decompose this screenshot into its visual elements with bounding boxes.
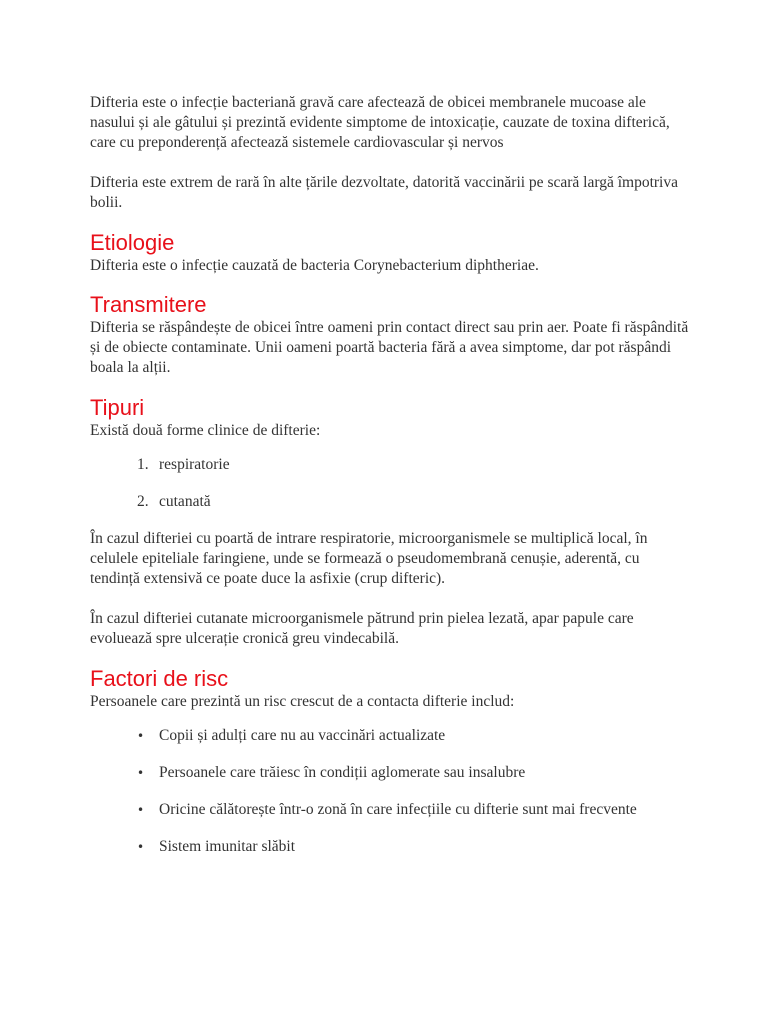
- cutanata-paragraph: În cazul difteriei cutanate microorganismele pătrund prin pielea lezată, apar papule care evoluează spre ulcerație cronică greu vindecabilă.: [90, 610, 634, 647]
- transmitere-text: Difteria se răspândește de obicei între oameni prin contact direct sau prin aer. Poate fi răspândită și de obiecte contaminate. Unii oameni poartă bacteria fără a avea simptome, dar pot răspândi boala la alții.: [90, 319, 689, 376]
- list-number: 1.: [137, 456, 149, 473]
- etiologie-text: Difteria este o infecție cauzată de bacteria Corynebacterium diphtheriae.: [90, 257, 539, 274]
- list-item-text: respiratorie: [159, 456, 230, 473]
- list-item: [90, 492, 690, 512]
- list-item: [90, 837, 650, 857]
- heading-tipuri: Tipuri: [90, 395, 145, 420]
- heading-factori-de-risc: Factori de risc: [90, 666, 229, 691]
- respiratorie-paragraph: În cazul difteriei cu poartă de intrare respiratorie, microorganismele se multiplică local, în celulele epiteliale faringiene, unde se formează o pseudomembrană cenușie, aderentă, cu tendință extensivă ce poate duce la asfixie (crup difteric).: [90, 530, 648, 587]
- tipuri-intro: Există două forme clinice de difterie:: [90, 422, 321, 439]
- risk-factors-list: [90, 726, 690, 857]
- intro-paragraph-1: Difteria este o infecție bacteriană gravă care afectează de obicei membranele mucoase ale nasului și ale gâtului și prezintă evidente simptome de intoxicație, cauzate de toxina difterică, care cu preponderență afectează sistemele cardiovascular și nervos: [90, 94, 670, 151]
- intro-paragraph-2: Difteria este extrem de rară în alte țările dezvoltate, datorită vaccinării pe scară largă împotriva bolii.: [90, 174, 678, 211]
- list-item-text: Copii și adulți care nu au vaccinări actualizate: [159, 727, 446, 744]
- list-item-text: cutanată: [159, 493, 211, 510]
- list-item-text: Sistem imunitar slăbit: [159, 838, 296, 855]
- list-item: [90, 800, 650, 820]
- list-item: [90, 726, 650, 746]
- factori-intro: Persoanele care prezintă un risc crescut de a contacta difterie includ:: [90, 693, 515, 710]
- list-number: 2.: [137, 493, 149, 510]
- bullet-icon: •: [137, 803, 145, 817]
- bullet-icon: •: [137, 729, 145, 743]
- list-item-text: Oricine călătorește într-o zonă în care infecțiile cu difterie sunt mai frecvente: [159, 801, 637, 818]
- list-item-text: Persoanele care trăiesc în condiții aglomerate sau insalubre: [159, 764, 526, 781]
- list-item: [90, 763, 650, 783]
- bullet-icon: •: [137, 840, 145, 854]
- document-page: [90, 93, 690, 874]
- heading-transmitere: Transmitere: [90, 292, 207, 317]
- heading-etiologie: Etiologie: [90, 230, 175, 255]
- types-list: [90, 455, 690, 512]
- bullet-icon: •: [137, 766, 145, 780]
- list-item: [90, 455, 690, 475]
